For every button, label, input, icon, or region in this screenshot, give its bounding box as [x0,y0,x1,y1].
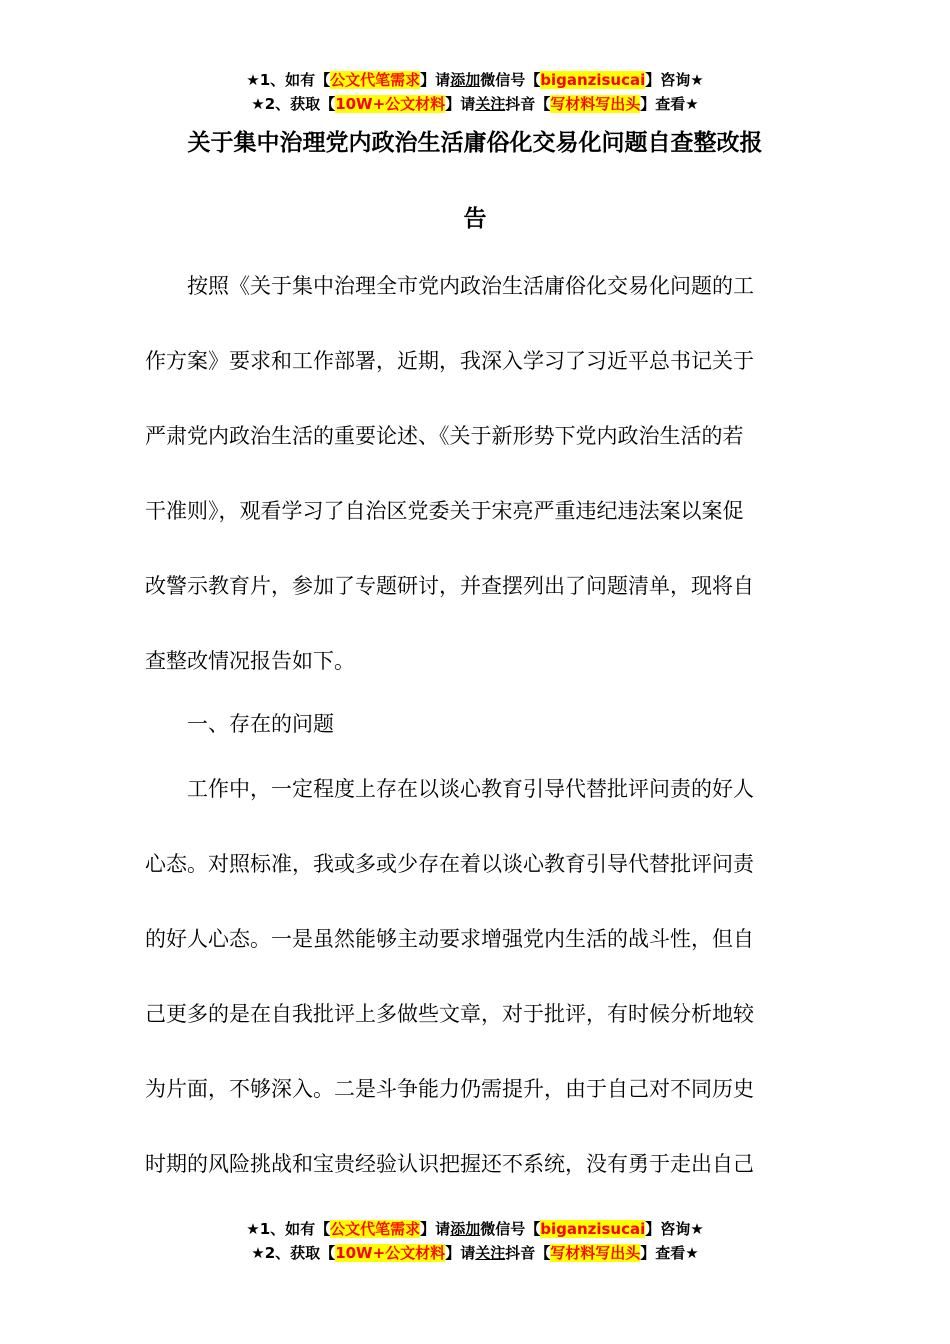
banner-text: ★1、如有【 [246,1220,331,1238]
banner-text: 】查看★ [640,95,699,113]
document-title-line-2: 告 [463,206,487,232]
banner-highlight: 10W+公文材料 [335,1244,446,1262]
banner-text: ★2、获取【 [251,1244,336,1262]
banner-highlight: 公文代笔需求 [330,71,421,89]
banner-text: 微信号【 [480,1220,541,1238]
body-line: 己更多的是在自我批评上多做些文章，对于批评，有时候分析地较 [145,1002,754,1026]
banner-line-1 [0,1217,950,1241]
banner-text: 】请 [445,95,476,113]
banner-highlight: biganzisucai [540,71,646,89]
body-line: 为片面，不够深入。二是斗争能力仍需提升，由于自己对不同历史 [145,1077,754,1101]
banner-text: 微信号【 [480,71,541,89]
banner-highlight: 公文代笔需求 [330,1220,421,1238]
banner-underline: 添加 [450,1220,481,1238]
body-line: 干准则》，观看学习了自治区党委关于宋亮严重违纪违法案以案促 [145,499,744,523]
document-title-line-1: 关于集中治理党内政治生活庸俗化交易化问题自查整改报 [187,130,763,156]
body-line: 作方案》要求和工作部署，近期，我深入学习了习近平总书记关于 [145,349,754,373]
banner-text: 】请 [420,1220,451,1238]
banner-text: 】查看★ [640,1244,699,1262]
body-line: 改警示教育片，参加了专题研讨，并查摆列出了问题清单，现将自 [145,574,754,598]
body-line: 按照《关于集中治理全市党内政治生活庸俗化交易化问题的工 [145,274,754,298]
body-line: 的好人心态。一是虽然能够主动要求增强党内生活的战斗性，但自 [145,927,754,951]
banner-text: 抖音【 [505,1244,551,1262]
banner-text: 】咨询★ [645,71,704,89]
header-banner [0,68,950,116]
banner-text: 】请 [445,1244,476,1262]
body-line: 工作中，一定程度上存在以谈心教育引导代替批评问责的好人 [145,777,754,801]
banner-highlight: 10W+公文材料 [335,95,446,113]
banner-text: 】请 [420,71,451,89]
banner-text: ★1、如有【 [246,71,331,89]
body-line: 心态。对照标准，我或多或少存在着以谈心教育引导代替批评问责 [145,852,754,876]
banner-underline: 关注 [475,95,506,113]
banner-text: ★2、获取【 [251,95,336,113]
body-line: 查整改情况报告如下。 [145,649,355,673]
banner-line-2 [0,1241,950,1265]
body-line: 时期的风险挑战和宝贵经验认识把握还不系统，没有勇于走出自己 [145,1152,754,1176]
banner-text: 】咨询★ [645,1220,704,1238]
banner-highlight: 写材料写出头 [550,1244,641,1262]
banner-highlight: 写材料写出头 [550,95,641,113]
footer-banner [0,1217,950,1265]
section-heading: 一、存在的问题 [145,712,334,736]
banner-line-2 [0,92,950,116]
body-line: 严肃党内政治生活的重要论述、《关于新形势下党内政治生活的若 [145,424,744,448]
banner-underline: 添加 [450,71,481,89]
banner-text: 抖音【 [505,95,551,113]
banner-highlight: biganzisucai [540,1220,646,1238]
banner-line-1 [0,68,950,92]
banner-underline: 关注 [475,1244,506,1262]
